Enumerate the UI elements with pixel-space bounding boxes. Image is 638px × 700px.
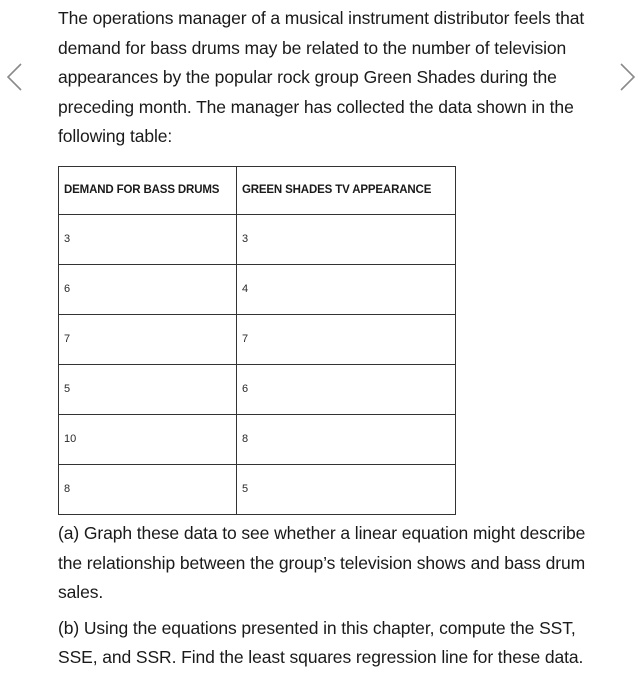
prev-button[interactable] <box>4 62 26 92</box>
chevron-left-icon <box>4 62 26 92</box>
question-content <box>58 4 606 673</box>
tv-appearance-cell: 3 <box>236 214 455 264</box>
data-table <box>58 166 456 515</box>
question-b: (b) Using the equations presented in this chapter, compute the SST, SSE, and SSR. Find the least squares regression line for these data. <box>58 617 584 668</box>
table-row <box>59 364 456 414</box>
demand-cell: 10 <box>59 414 237 464</box>
tv-appearance-cell: 4 <box>236 264 455 314</box>
table-header-row <box>59 166 456 214</box>
table-row <box>59 264 456 314</box>
tv-appearance-cell: 6 <box>236 364 455 414</box>
tv-appearance-cell: 7 <box>236 314 455 364</box>
table-row <box>59 214 456 264</box>
chevron-right-icon <box>616 62 638 92</box>
table-row <box>59 414 456 464</box>
tv-appearance-cell: 8 <box>236 414 455 464</box>
demand-cell: 5 <box>59 364 237 414</box>
header-tv-appearance: GREEN SHADES TV APPEARANCE <box>236 166 455 214</box>
demand-cell: 3 <box>59 214 237 264</box>
table-row <box>59 464 456 514</box>
next-button[interactable] <box>616 62 638 92</box>
problem-intro: The operations manager of a musical instrument distributor feels that demand for bass drums may be related to the number of television appearances by the popular rock group Green Shades during the preceding month. The manager has collected the data shown in the following table: <box>58 8 585 147</box>
table-row <box>59 314 456 364</box>
question-a: (a) Graph these data to see whether a linear equation might describe the relationship between the group’s television shows and bass drum sales. <box>58 522 586 603</box>
demand-cell: 7 <box>59 314 237 364</box>
demand-cell: 8 <box>59 464 237 514</box>
tv-appearance-cell: 5 <box>236 464 455 514</box>
demand-cell: 6 <box>59 264 237 314</box>
header-demand: DEMAND FOR BASS DRUMS <box>59 166 237 214</box>
